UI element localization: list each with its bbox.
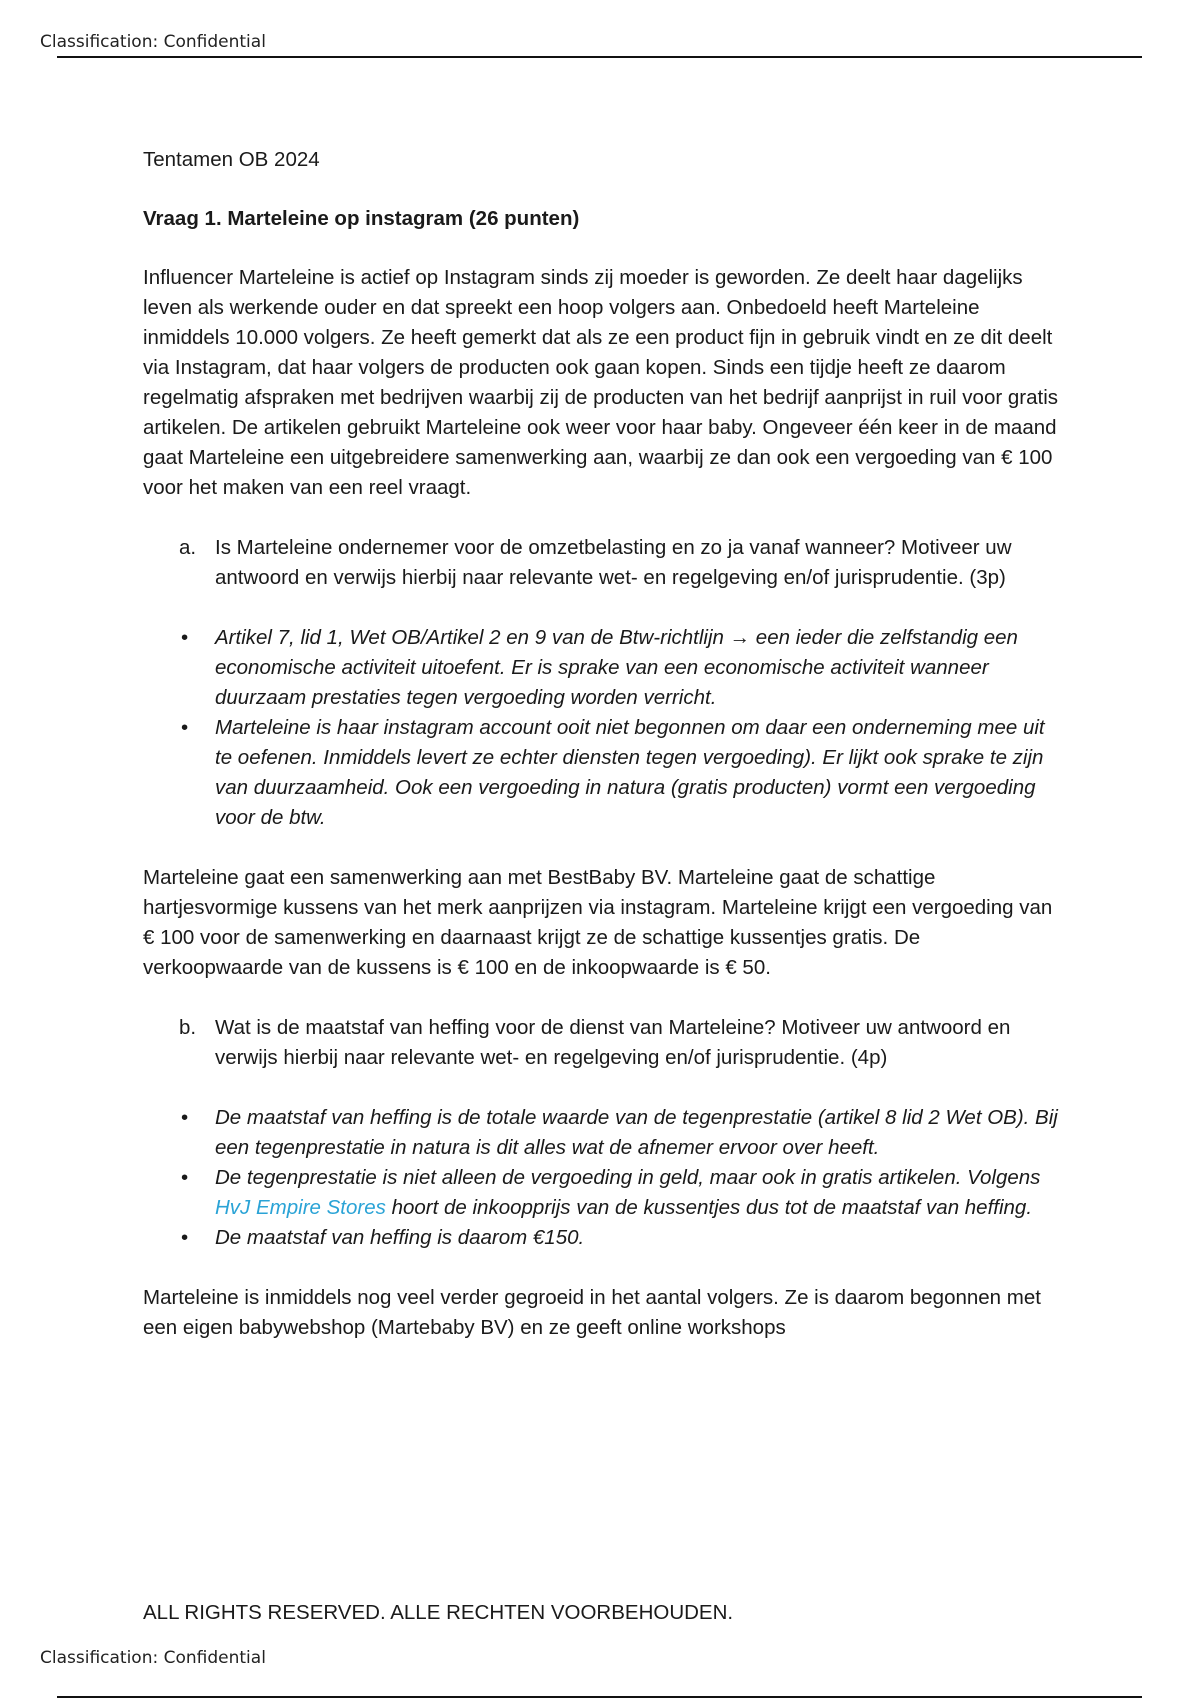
classification-footer: Classification: Confidential	[40, 1648, 266, 1668]
question-title: Vraag 1. Marteleine op instagram (26 punten)	[143, 207, 580, 230]
answer-item	[143, 713, 1063, 833]
answer-list-b	[143, 1103, 1063, 1253]
document-body	[143, 145, 1063, 1343]
answer-text: Marteleine is haar instagram account ooit niet begonnen om daar een onderneming mee uit te oefenen. Inmiddels levert ze echter diensten tegen vergoeding). Er lijkt ook sprake te zijn van duurzaamheid. Ook een vergoeding in natura (gratis producten) vormt een vergoeding voor de btw.	[215, 716, 1045, 829]
intro-paragraph: Influencer Marteleine is actief op Instagram sinds zij moeder is geworden. Ze deelt haar dagelijks leven als werkende ouder en dat spreekt een hoop volgers aan. Onbedoeld heeft Marteleine inmiddels 10.000 volgers. Ze heeft gemerkt dat als ze een product fijn in gebruik vindt en ze dit deelt via Instagram, dat haar volgers de producten ook gaan kopen. Sinds een tijdje heeft ze daarom regelmatig afspraken met bedrijven waarbij zij de producten van het bedrijf aanprijst in ruil voor gratis artikelen. De artikelen gebruikt Marteleine ook weer voor haar baby. Ongeveer één keer in de maand gaat Marteleine een uitgebreidere samenwerking aan, waarbij ze dan ook een vergoeding van € 100 voor het maken van een reel vraagt.	[143, 266, 1058, 499]
answer-item	[143, 1163, 1063, 1223]
answer-text: De maatstaf van heffing is daarom €150.	[215, 1226, 585, 1249]
case-law-link[interactable]: HvJ Empire Stores	[215, 1196, 386, 1219]
footer-divider	[57, 1696, 1142, 1698]
rights-notice: ALL RIGHTS RESERVED. ALLE RECHTEN VOORBEHOUDEN.	[143, 1601, 734, 1624]
sub-question-a	[143, 533, 1063, 593]
bullet-icon: •	[181, 1226, 189, 1249]
bullet-icon: •	[181, 1106, 189, 1129]
answer-list-a	[143, 623, 1063, 833]
sub-question-text: Wat is de maatstaf van heffing voor de dienst van Marteleine? Motiveer uw antwoord en verwijs hierbij naar relevante wet- en regelgeving en/of jurisprudentie. (4p)	[215, 1016, 1011, 1069]
bullet-icon: •	[181, 716, 189, 739]
answer-item	[143, 1103, 1063, 1163]
case-paragraph: Marteleine gaat een samenwerking aan met BestBaby BV. Marteleine gaat de schattige hartjesvormige kussens van het merk aanprijzen via instagram. Marteleine krijgt een vergoeding van € 100 voor de samenwerking en daarnaast krijgt ze de schattige kussentjes gratis. De verkoopwaarde van de kussens is € 100 en de inkoopwaarde is € 50.	[143, 866, 1053, 979]
answer-text: hoort de inkoopprijs van de kussentjes dus tot de maatstaf van heffing.	[385, 1196, 1033, 1219]
bullet-icon: •	[181, 626, 189, 649]
bullet-icon: •	[181, 1166, 189, 1189]
closing-paragraph: Marteleine is inmiddels nog veel verder gegroeid in het aantal volgers. Ze is daarom begonnen met een eigen babywebshop (Martebaby BV) en ze geeft online workshops	[143, 1286, 1041, 1339]
answer-text: De maatstaf van heffing is de totale waarde van de tegenprestatie (artikel 8 lid 2 Wet OB). Bij een tegenprestatie in natura is dit alles wat de afnemer ervoor over heeft.	[215, 1106, 1058, 1159]
answer-item	[143, 1223, 1063, 1253]
sub-question-text: Is Marteleine ondernemer voor de omzetbelasting en zo ja vanaf wanneer? Motiveer uw antwoord en verwijs hierbij naar relevante wet- en regelgeving en/of jurisprudentie. (3p)	[215, 536, 1012, 589]
answer-text: Artikel 7, lid 1, Wet OB/Artikel 2 en 9 van de Btw-richtlijn → een ieder die zelfstandig een economische activiteit uitoefent. Er is sprake van een economische activiteit wanneer duurzaam prestaties tegen vergoeding worden verricht.	[215, 626, 1018, 709]
exam-title: Tentamen OB 2024	[143, 148, 320, 171]
sub-question-marker: b.	[179, 1016, 197, 1039]
sub-question-marker: a.	[179, 536, 197, 559]
sub-question-b	[143, 1013, 1063, 1073]
header-divider	[57, 56, 1142, 58]
answer-text: De tegenprestatie is niet alleen de vergoeding in geld, maar ook in gratis artikelen. Volgens	[215, 1166, 1041, 1189]
classification-header: Classification: Confidential	[40, 32, 266, 52]
answer-item	[143, 623, 1063, 713]
